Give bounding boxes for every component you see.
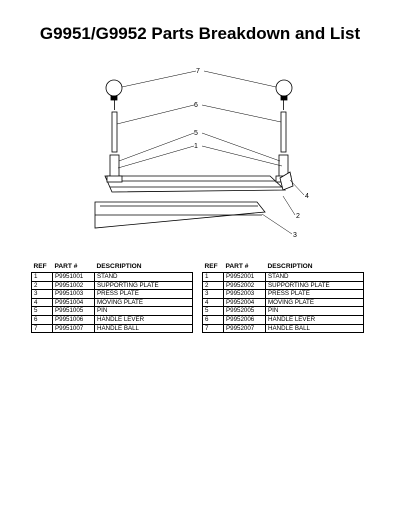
cell-ref: 7 bbox=[32, 324, 53, 333]
cell-description: STAND bbox=[95, 273, 193, 282]
table-row bbox=[32, 290, 193, 299]
table-row bbox=[203, 281, 364, 290]
cell-part: P9952002 bbox=[224, 281, 266, 290]
cell-description: PRESS PLATE bbox=[266, 290, 364, 299]
cell-ref: 6 bbox=[32, 315, 53, 324]
header-part: PART # bbox=[54, 262, 78, 270]
cell-ref: 1 bbox=[203, 273, 224, 282]
right-handle-lever bbox=[281, 98, 286, 152]
header-ref: REF bbox=[204, 262, 218, 270]
cell-description: SUPPORTING PLATE bbox=[266, 281, 364, 290]
left-handle-ball bbox=[106, 80, 122, 100]
table-row bbox=[203, 324, 364, 333]
cell-part: P9952005 bbox=[224, 307, 266, 316]
cell-description: HANDLE BALL bbox=[95, 324, 193, 333]
header-description: DESCRIPTION bbox=[267, 262, 313, 270]
callout-2: 2 bbox=[296, 213, 300, 220]
cell-ref: 3 bbox=[32, 290, 53, 299]
cell-description: PRESS PLATE bbox=[95, 290, 193, 299]
left-stand bbox=[107, 155, 122, 182]
table-row bbox=[32, 281, 193, 290]
right-handle-ball bbox=[276, 80, 292, 100]
cell-part: P9951003 bbox=[53, 290, 95, 299]
callout-3: 3 bbox=[293, 232, 297, 239]
page-title: G9951/G9952 Parts Breakdown and List bbox=[39, 24, 361, 43]
cell-ref: 7 bbox=[203, 324, 224, 333]
cell-description: MOVING PLATE bbox=[95, 298, 193, 307]
cell-part: P9952004 bbox=[224, 298, 266, 307]
cell-part: P9951006 bbox=[53, 315, 95, 324]
cell-description: SUPPORTING PLATE bbox=[95, 281, 193, 290]
cell-description: MOVING PLATE bbox=[266, 298, 364, 307]
cell-part: P9952001 bbox=[224, 273, 266, 282]
cell-part: P9951004 bbox=[53, 298, 95, 307]
table-row bbox=[32, 273, 193, 282]
table-row bbox=[32, 298, 193, 307]
table-row bbox=[32, 315, 193, 324]
parts-breakdown-diagram bbox=[0, 55, 400, 255]
header-part: PART # bbox=[225, 262, 249, 270]
cell-part: P9951001 bbox=[53, 273, 95, 282]
callout-6: 6 bbox=[194, 102, 198, 109]
table-header-row bbox=[32, 262, 193, 273]
table-row bbox=[203, 315, 364, 324]
cell-part: P9951007 bbox=[53, 324, 95, 333]
cell-ref: 2 bbox=[203, 281, 224, 290]
cell-description: PIN bbox=[95, 307, 193, 316]
callout-7: 7 bbox=[196, 68, 200, 75]
cell-description: HANDLE BALL bbox=[266, 324, 364, 333]
cell-description: HANDLE LEVER bbox=[266, 315, 364, 324]
cell-part: P9952006 bbox=[224, 315, 266, 324]
table-row bbox=[203, 273, 364, 282]
cell-ref: 2 bbox=[32, 281, 53, 290]
table-row bbox=[32, 307, 193, 316]
table-row bbox=[203, 307, 364, 316]
callout-1: 1 bbox=[194, 143, 198, 150]
table-header-row bbox=[203, 262, 364, 273]
cell-description: HANDLE LEVER bbox=[95, 315, 193, 324]
parts-table-g9951 bbox=[31, 262, 193, 333]
parts-table-g9952 bbox=[202, 262, 364, 333]
callout-5: 5 bbox=[194, 130, 198, 137]
cell-description: STAND bbox=[266, 273, 364, 282]
table-row bbox=[32, 324, 193, 333]
cell-ref: 4 bbox=[203, 298, 224, 307]
supporting-plate bbox=[105, 176, 285, 192]
cell-ref: 6 bbox=[203, 315, 224, 324]
table-row bbox=[203, 290, 364, 299]
table-row bbox=[203, 298, 364, 307]
callout-4: 4 bbox=[305, 193, 309, 200]
header-description: DESCRIPTION bbox=[96, 262, 142, 270]
cell-ref: 3 bbox=[203, 290, 224, 299]
header-ref: REF bbox=[33, 262, 47, 270]
cell-description: PIN bbox=[266, 307, 364, 316]
cell-part: P9951005 bbox=[53, 307, 95, 316]
press-plate bbox=[95, 202, 265, 228]
cell-ref: 5 bbox=[203, 307, 224, 316]
cell-part: P9952003 bbox=[224, 290, 266, 299]
cell-ref: 1 bbox=[32, 273, 53, 282]
cell-part: P9951002 bbox=[53, 281, 95, 290]
left-handle-lever bbox=[112, 98, 117, 152]
cell-ref: 4 bbox=[32, 298, 53, 307]
cell-part: P9952007 bbox=[224, 324, 266, 333]
cell-ref: 5 bbox=[32, 307, 53, 316]
